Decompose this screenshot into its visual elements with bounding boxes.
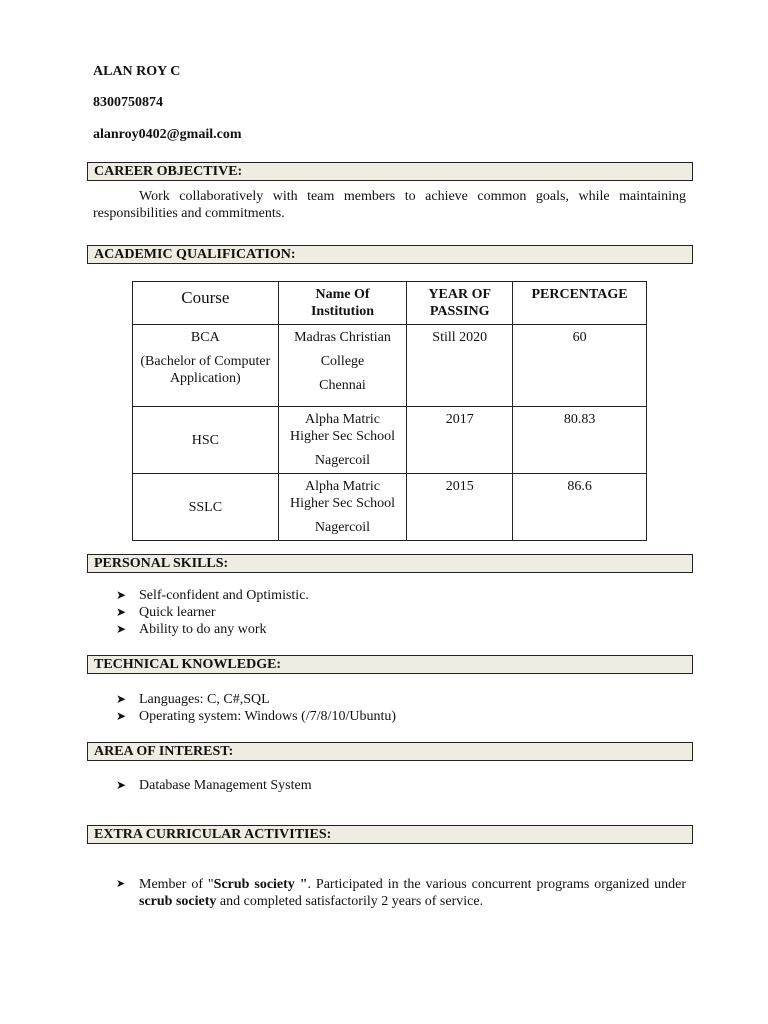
table-row xyxy=(133,407,647,474)
section-academic-qualification: ACADEMIC QUALIFICATION: xyxy=(87,245,693,264)
table-header-row xyxy=(133,282,647,325)
list-item xyxy=(116,777,312,794)
percentage-cell: 60 xyxy=(513,325,647,407)
header-year-line1: YEAR OF xyxy=(428,287,492,302)
list-item-text: Ability to do any work xyxy=(139,622,267,637)
table-row xyxy=(133,474,647,541)
institution-line: College xyxy=(320,354,365,369)
course-cell: HSC xyxy=(133,407,279,474)
candidate-email: alanroy0402@gmail.com xyxy=(93,127,242,142)
arrow-bullet-icon: ➤ xyxy=(116,605,127,619)
academic-table xyxy=(132,281,647,541)
header-institution xyxy=(278,282,407,325)
arrow-bullet-icon: ➤ xyxy=(116,878,126,890)
list-item xyxy=(116,691,396,708)
list-item-text: Operating system: Windows (/7/8/10/Ubuntu) xyxy=(139,709,396,724)
institution-line: Chennai xyxy=(319,378,366,393)
list-item-text: Languages: C, C#,SQL xyxy=(139,692,270,707)
list-item-text: Self-confident and Optimistic. xyxy=(139,588,309,603)
extra-curricular-item xyxy=(116,876,686,910)
course-cell: SSLC xyxy=(133,474,279,541)
year-cell: 2015 xyxy=(407,474,513,541)
header-institution-line1: Name Of xyxy=(315,287,370,302)
extra-text-bold: scrub society xyxy=(139,894,217,909)
institution-line: Nagercoil xyxy=(314,520,371,535)
header-year-line2: PASSING xyxy=(429,304,490,319)
list-item xyxy=(116,587,309,604)
extra-text-part: Member of " xyxy=(139,877,214,892)
extra-text-part: . Participated in the various concurrent programs organized under xyxy=(307,877,686,892)
year-cell: 2017 xyxy=(407,407,513,474)
career-objective-text: Work collaboratively with team members to achieve common goals, while maintaining responsibilities and commitments. xyxy=(93,189,686,221)
personal-skills-list xyxy=(116,587,309,638)
header-percentage: PERCENTAGE xyxy=(513,282,647,325)
interest-list xyxy=(116,777,312,794)
percentage-cell: 86.6 xyxy=(513,474,647,541)
course-cell xyxy=(133,325,279,407)
institution-line: Higher Sec School xyxy=(289,429,395,444)
institution-line: Higher Sec School xyxy=(289,496,395,511)
list-item xyxy=(116,621,309,638)
section-area-of-interest: AREA OF INTEREST: xyxy=(87,742,693,761)
header-institution-line2: Institution xyxy=(310,304,374,319)
arrow-bullet-icon: ➤ xyxy=(116,622,127,636)
institution-line: Alpha Matric xyxy=(304,479,380,494)
list-item-text: Quick learner xyxy=(139,605,216,620)
list-item xyxy=(116,708,396,725)
arrow-bullet-icon: ➤ xyxy=(116,588,127,602)
institution-cell xyxy=(278,325,407,407)
list-item xyxy=(116,604,309,621)
arrow-bullet-icon: ➤ xyxy=(116,692,127,706)
header-course: Course xyxy=(133,282,279,325)
table-row xyxy=(133,325,647,407)
extra-text-part: and completed satisfactorily 2 years of service. xyxy=(216,894,484,909)
candidate-name: ALAN ROY C xyxy=(93,64,181,79)
section-career-objective: CAREER OBJECTIVE: xyxy=(87,162,693,181)
institution-line: Nagercoil xyxy=(314,453,371,468)
section-personal-skills: PERSONAL SKILLS: xyxy=(87,554,693,573)
extra-text-bold: Scrub society " xyxy=(213,877,308,892)
course-detail: (Bachelor of Computer Application) xyxy=(140,354,271,386)
list-item-text: Database Management System xyxy=(139,778,312,793)
year-cell: Still 2020 xyxy=(407,325,513,407)
institution-line: Alpha Matric xyxy=(304,412,380,427)
institution-cell xyxy=(278,407,407,474)
header-year xyxy=(407,282,513,325)
arrow-bullet-icon: ➤ xyxy=(116,709,127,723)
course-name: BCA xyxy=(190,330,220,345)
candidate-phone: 8300750874 xyxy=(93,95,163,110)
section-extra-curricular: EXTRA CURRICULAR ACTIVITIES: xyxy=(87,825,693,844)
technical-list xyxy=(116,691,396,725)
arrow-bullet-icon: ➤ xyxy=(116,778,127,792)
institution-line: Madras Christian xyxy=(294,330,391,345)
percentage-cell: 80.83 xyxy=(513,407,647,474)
section-technical-knowledge: TECHNICAL KNOWLEDGE: xyxy=(87,655,693,674)
institution-cell xyxy=(278,474,407,541)
